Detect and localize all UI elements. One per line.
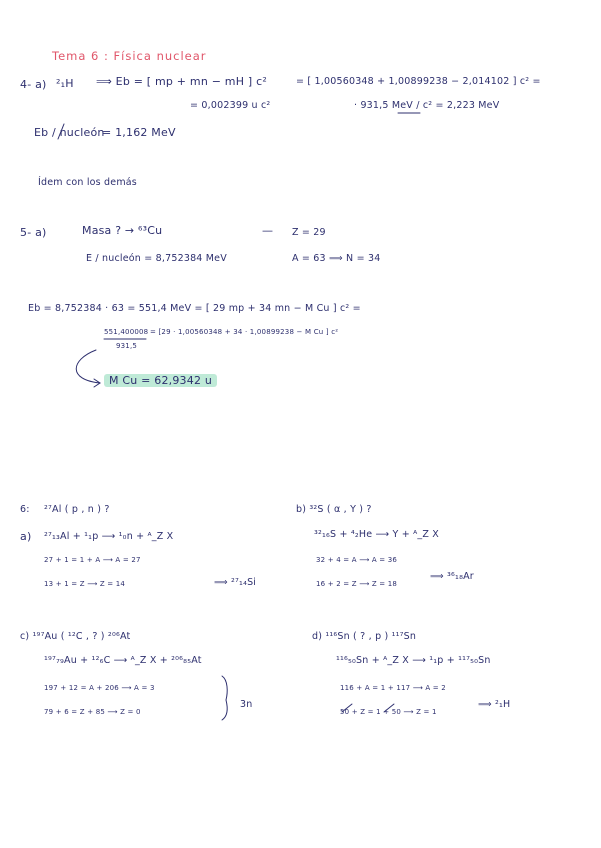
ex4-note: Ídem con los demás: [38, 177, 137, 188]
ex6b-result: ⟹ ³⁶₁₈Ar: [430, 571, 474, 582]
ex5-curved-arrowhead: [94, 379, 100, 387]
ex5-eb-line: Eb = 8,752384 · 63 = 551,4 MeV = [ 29 mp + 34 mn − M Cu ] c² =: [28, 303, 361, 314]
ex5-a-n: A = 63 ⟹ N = 34: [292, 253, 381, 264]
ex6b-equation: ³²₁₆S + ⁴₂He ⟶ Y + ᴬ_Z X: [314, 529, 440, 540]
ex6-head: 6:: [20, 504, 30, 515]
ex4-formula: ⟹ Eb = [ mp + mn − mH ] c²: [96, 75, 267, 88]
ex6a-line1: 27 + 1 = 1 + A ⟶ A = 27: [44, 556, 141, 564]
ex6a-label: a): [20, 530, 32, 543]
ex4-per-nucleon-value: = 1,162 MeV: [102, 126, 176, 139]
ex5-fraction-denominator: 931,5: [116, 342, 138, 350]
ex6a-result: ⟹ ²⁷₁₄Si: [214, 577, 257, 588]
ex4-values: = [ 1,00560348 + 1,00899238 − 2,014102 ] c² =: [296, 76, 541, 87]
ex6b-line1: 32 + 4 = A ⟶ A = 36: [316, 556, 398, 564]
ex6c-brace: [222, 676, 227, 720]
ex6a-title: ²⁷Al ( p , n ) ?: [44, 504, 110, 515]
ex6b-line2: 16 + 2 = Z ⟶ Z = 18: [316, 580, 398, 588]
ex5-curved-arrow: [76, 350, 100, 383]
ex6d-line2: 50 + Z = 1 + 50 ⟶ Z = 1: [340, 708, 437, 716]
ex6c-line1: 197 + 12 = A + 206 ⟶ A = 3: [44, 684, 155, 692]
ex6b-title: b) ³²S ( α , Y ) ?: [296, 504, 372, 515]
ex4-nuclide: ²₁H: [56, 77, 74, 90]
ex5-question: Masa ? → ⁶³Cu: [82, 224, 163, 237]
ex5-head: 5- a): [20, 226, 47, 239]
ex5-per-nucleon: E / nucleón = 8,752384 MeV: [86, 253, 227, 264]
ex5-z: Z = 29: [292, 227, 326, 238]
ex6d-result: ⟹ ²₁H: [478, 699, 511, 710]
ex5-result: M Cu = 62,9342 u: [104, 374, 217, 387]
ex5-long-line: = [29 · 1,00560348 + 34 · 1,00899238 − M Cu ] c²: [150, 328, 339, 336]
ex4-result-u: = 0,002399 u c²: [190, 100, 271, 111]
ex6c-result: 3n: [240, 699, 253, 710]
ex5-dash: —: [262, 224, 274, 237]
ex6c-title: c) ¹⁹⁷Au ( ¹²C , ? ) ²⁰⁶At: [20, 631, 131, 642]
ex6d-title: d) ¹¹⁶Sn ( ? , p ) ¹¹⁷Sn: [312, 631, 417, 642]
ex6a-equation: ²⁷₁₃Al + ¹₁p ⟶ ¹₀n + ᴬ_Z X: [44, 531, 174, 542]
ex4-result-mev: · 931,5 MeV / c² = 2,223 MeV: [354, 100, 500, 111]
ex6a-line2: 13 + 1 = Z ⟶ Z = 14: [44, 580, 126, 588]
ex4-head: 4- a): [20, 78, 47, 91]
page-title: Tema 6 : Física nuclear: [52, 49, 207, 63]
ex4-per-nucleon-label: Eb / nucleón: [34, 126, 105, 139]
ex6d-equation: ¹¹⁶₅₀Sn + ᴬ_Z X ⟶ ¹₁p + ¹¹⁷₅₀Sn: [336, 655, 491, 666]
ex6d-line1: 116 + A = 1 + 117 ⟶ A = 2: [340, 684, 446, 692]
ex5-fraction-numerator: 551,400008: [104, 328, 149, 336]
ex6c-equation: ¹⁹⁷₇₉Au + ¹²₆C ⟶ ᴬ_Z X + ²⁰⁶₈₅At: [44, 655, 202, 666]
ex6c-line2: 79 + 6 = Z + 85 ⟶ Z = 0: [44, 708, 141, 716]
